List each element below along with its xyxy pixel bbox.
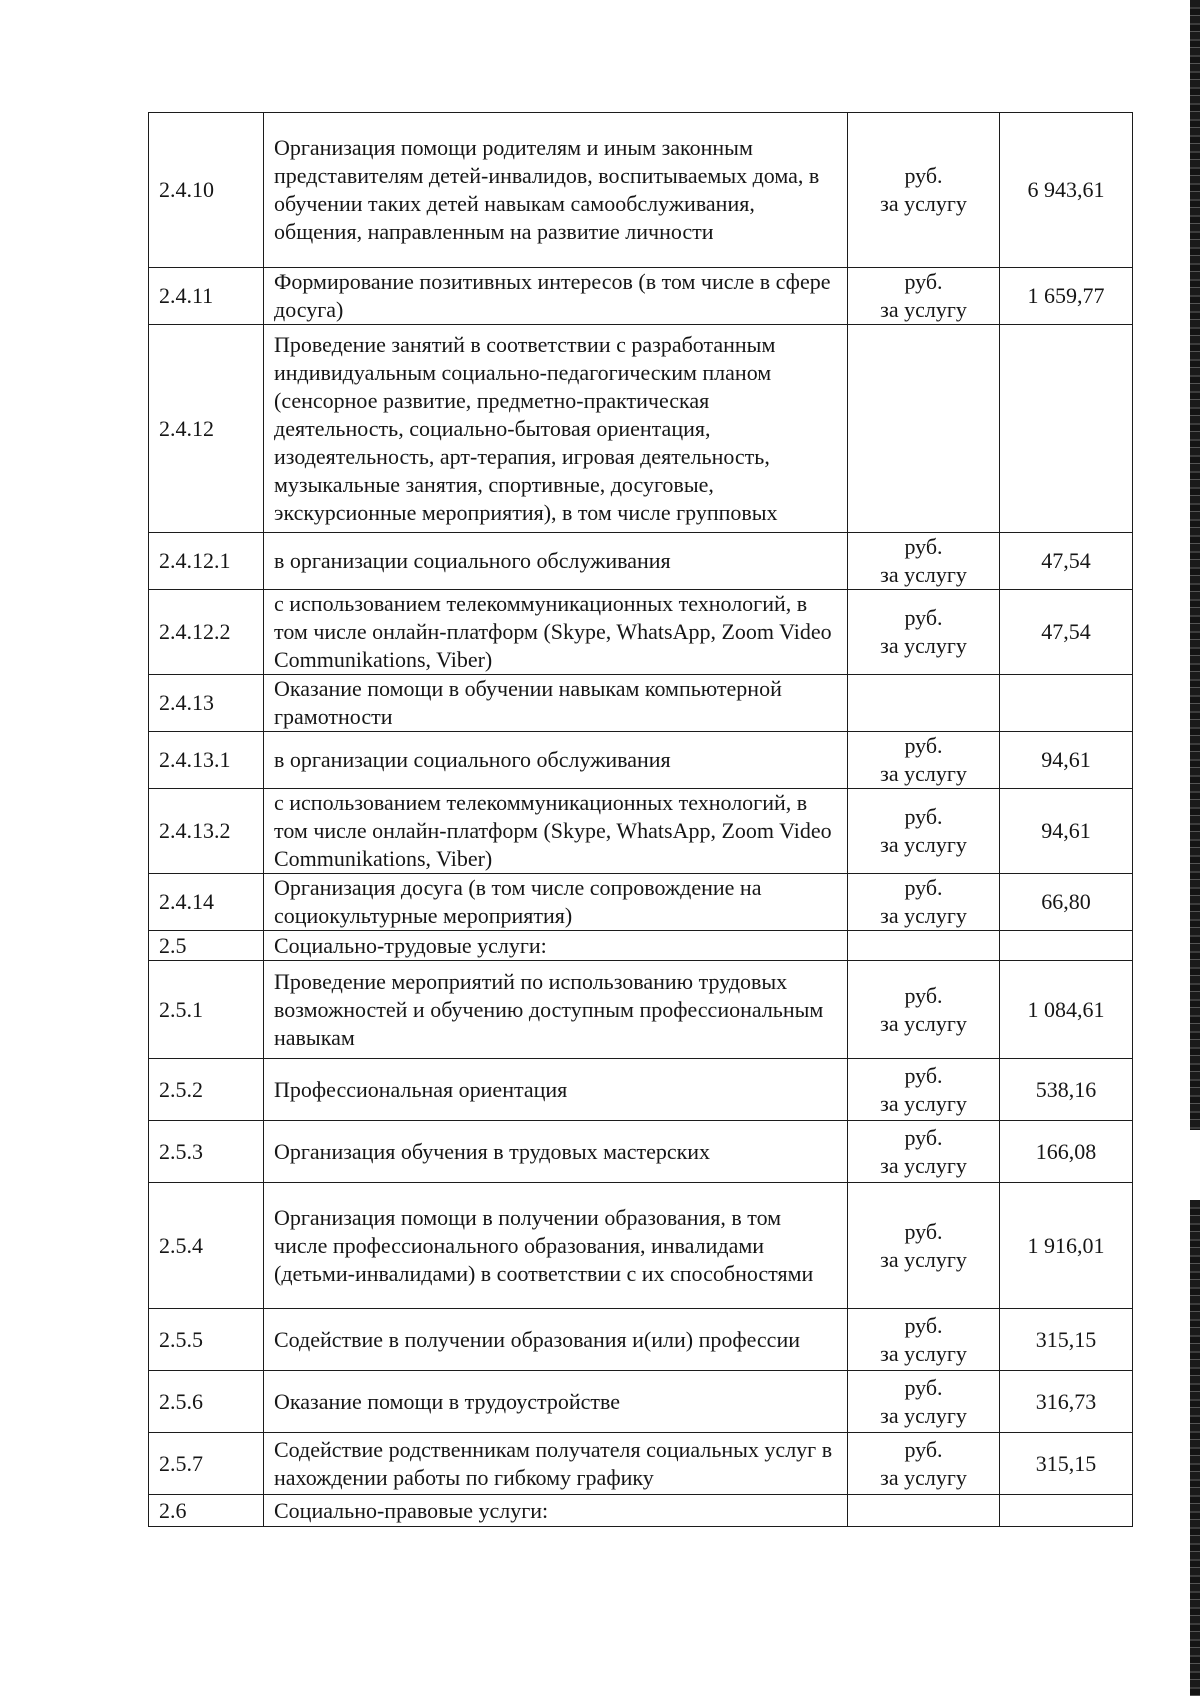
unit-currency: руб. <box>904 733 943 758</box>
scan-edge-gap <box>1190 1130 1200 1200</box>
row-number: 2.5 <box>149 931 264 961</box>
price-value: 315,15 <box>1000 1309 1133 1371</box>
table-row <box>149 732 1133 789</box>
row-number: 2.4.12.2 <box>149 590 264 675</box>
row-number: 2.5.6 <box>149 1371 264 1433</box>
service-name: Социально-правовые услуги: <box>264 1495 848 1527</box>
row-number: 2.4.13 <box>149 675 264 732</box>
table-row <box>149 675 1133 732</box>
unit-currency: руб. <box>904 1124 943 1150</box>
table-row <box>149 1433 1133 1495</box>
service-name: в организации социального обслуживания <box>264 533 848 590</box>
unit-cell <box>848 874 1000 931</box>
service-name: с использованием телекоммуникационных технологий, в том числе онлайн-платформ (Skype, WhatsApp, Zoom Video Communikations, Viber) <box>264 789 848 874</box>
row-number: 2.4.12.1 <box>149 533 264 590</box>
table-row <box>149 268 1133 325</box>
table-row <box>149 1371 1133 1433</box>
service-name: Организация обучения в трудовых мастерских <box>264 1121 848 1183</box>
unit-cell <box>848 1495 1000 1527</box>
unit-per-service: за услугу <box>880 903 967 928</box>
price-value: 47,54 <box>1000 533 1133 590</box>
price-value: 316,73 <box>1000 1371 1133 1433</box>
unit-cell <box>848 931 1000 961</box>
row-number: 2.5.3 <box>149 1121 264 1183</box>
unit-cell <box>848 268 1000 325</box>
price-value: 1 084,61 <box>1000 961 1133 1059</box>
row-number: 2.5.2 <box>149 1059 264 1121</box>
price-value: 94,61 <box>1000 732 1133 789</box>
price-value <box>1000 931 1133 961</box>
unit-currency: руб. <box>904 1436 943 1462</box>
unit-cell <box>848 675 1000 732</box>
unit-currency: руб. <box>904 269 943 294</box>
unit-per-service: за услугу <box>880 191 967 216</box>
service-name: Организация помощи в получении образования, в том числе профессионального образования, инвалидами (детьми-инвалидами) в соответствии с их способностями <box>264 1183 848 1309</box>
unit-cell <box>848 1121 1000 1183</box>
row-number: 2.4.14 <box>149 874 264 931</box>
row-number: 2.4.13.1 <box>149 732 264 789</box>
unit-cell <box>848 1433 1000 1495</box>
table-row <box>149 533 1133 590</box>
unit-cell <box>848 1371 1000 1433</box>
row-number: 2.4.11 <box>149 268 264 325</box>
table-row <box>149 590 1133 675</box>
service-name: Организация помощи родителям и иным законным представителям детей-инвалидов, воспитываемых дома, в обучении таких детей навыкам самообслуживания, общения, направленным на развитие личности <box>264 113 848 268</box>
service-name: Социально-трудовые услуги: <box>264 931 848 961</box>
unit-cell <box>848 113 1000 268</box>
unit-cell <box>848 325 1000 533</box>
table-row <box>149 1183 1133 1309</box>
table-row <box>149 113 1133 268</box>
service-name: в организации социального обслуживания <box>264 732 848 789</box>
table-row <box>149 1495 1133 1527</box>
row-number: 2.4.10 <box>149 113 264 268</box>
service-name: Профессиональная ориентация <box>264 1059 848 1121</box>
unit-cell <box>848 1059 1000 1121</box>
unit-currency: руб. <box>904 163 943 188</box>
unit-per-service: за услугу <box>880 1464 967 1490</box>
table-row <box>149 961 1133 1059</box>
services-price-table <box>148 112 1133 1527</box>
unit-per-service: за услугу <box>880 1246 967 1272</box>
unit-per-service: за услугу <box>880 1152 967 1178</box>
price-value: 315,15 <box>1000 1433 1133 1495</box>
unit-currency: руб. <box>904 1374 943 1400</box>
row-number: 2.6 <box>149 1495 264 1527</box>
table-row <box>149 931 1133 961</box>
row-number: 2.5.7 <box>149 1433 264 1495</box>
unit-per-service: за услугу <box>880 1010 967 1036</box>
service-name: Организация досуга (в том числе сопровождение на социокультурные мероприятия) <box>264 874 848 931</box>
price-value: 94,61 <box>1000 789 1133 874</box>
service-name: Проведение занятий в соответствии с разработанным индивидуальным социально-педагогическим планом (сенсорное развитие, предметно-практическая деятельность, социально-бытовая ориентация, изодеятельность, арт-терапия, игровая деятельность, музыкальные занятия, спортивные, досуговые, экскурсионные мероприятия), в том числе групповых <box>264 325 848 533</box>
unit-cell <box>848 1183 1000 1309</box>
row-number: 2.4.12 <box>149 325 264 533</box>
unit-per-service: за услугу <box>880 761 967 786</box>
unit-per-service: за услугу <box>880 633 967 658</box>
unit-cell <box>848 590 1000 675</box>
unit-cell <box>848 789 1000 874</box>
table-row <box>149 789 1133 874</box>
unit-per-service: за услугу <box>880 297 967 322</box>
table-body <box>149 113 1133 1527</box>
unit-per-service: за услугу <box>880 832 967 857</box>
unit-currency: руб. <box>904 1312 943 1338</box>
price-value <box>1000 325 1133 533</box>
unit-currency: руб. <box>904 982 943 1008</box>
unit-currency: руб. <box>904 804 943 829</box>
price-value: 166,08 <box>1000 1121 1133 1183</box>
price-value: 66,80 <box>1000 874 1133 931</box>
service-name: Оказание помощи в обучении навыкам компьютерной грамотности <box>264 675 848 732</box>
service-name: Оказание помощи в трудоустройстве <box>264 1371 848 1433</box>
unit-cell <box>848 732 1000 789</box>
unit-per-service: за услугу <box>880 562 967 587</box>
service-name: Проведение мероприятий по использованию трудовых возможностей и обучению доступным профессиональным навыкам <box>264 961 848 1059</box>
table-row <box>149 325 1133 533</box>
unit-currency: руб. <box>904 875 943 900</box>
price-value: 47,54 <box>1000 590 1133 675</box>
row-number: 2.5.4 <box>149 1183 264 1309</box>
table-row <box>149 874 1133 931</box>
price-value: 1 659,77 <box>1000 268 1133 325</box>
unit-cell <box>848 961 1000 1059</box>
price-value <box>1000 1495 1133 1527</box>
row-number: 2.4.13.2 <box>149 789 264 874</box>
scan-edge <box>1190 0 1200 1696</box>
unit-cell <box>848 1309 1000 1371</box>
table-row <box>149 1059 1133 1121</box>
service-name: с использованием телекоммуникационных технологий, в том числе онлайн-платформ (Skype, WhatsApp, Zoom Video Communikations, Viber) <box>264 590 848 675</box>
service-name: Содействие в получении образования и(или) профессии <box>264 1309 848 1371</box>
price-value: 6 943,61 <box>1000 113 1133 268</box>
price-value <box>1000 675 1133 732</box>
service-name: Содействие родственникам получателя социальных услуг в нахождении работы по гибкому графику <box>264 1433 848 1495</box>
unit-cell <box>848 533 1000 590</box>
row-number: 2.5.5 <box>149 1309 264 1371</box>
unit-per-service: за услугу <box>880 1090 967 1116</box>
unit-currency: руб. <box>904 1218 943 1244</box>
unit-per-service: за услугу <box>880 1340 967 1366</box>
unit-per-service: за услугу <box>880 1402 967 1428</box>
unit-currency: руб. <box>904 605 943 630</box>
price-value: 1 916,01 <box>1000 1183 1133 1309</box>
price-value: 538,16 <box>1000 1059 1133 1121</box>
table-row <box>149 1309 1133 1371</box>
table-row <box>149 1121 1133 1183</box>
row-number: 2.5.1 <box>149 961 264 1059</box>
service-name: Формирование позитивных интересов (в том числе в сфере досуга) <box>264 268 848 325</box>
unit-currency: руб. <box>904 1062 943 1088</box>
unit-currency: руб. <box>904 534 943 559</box>
